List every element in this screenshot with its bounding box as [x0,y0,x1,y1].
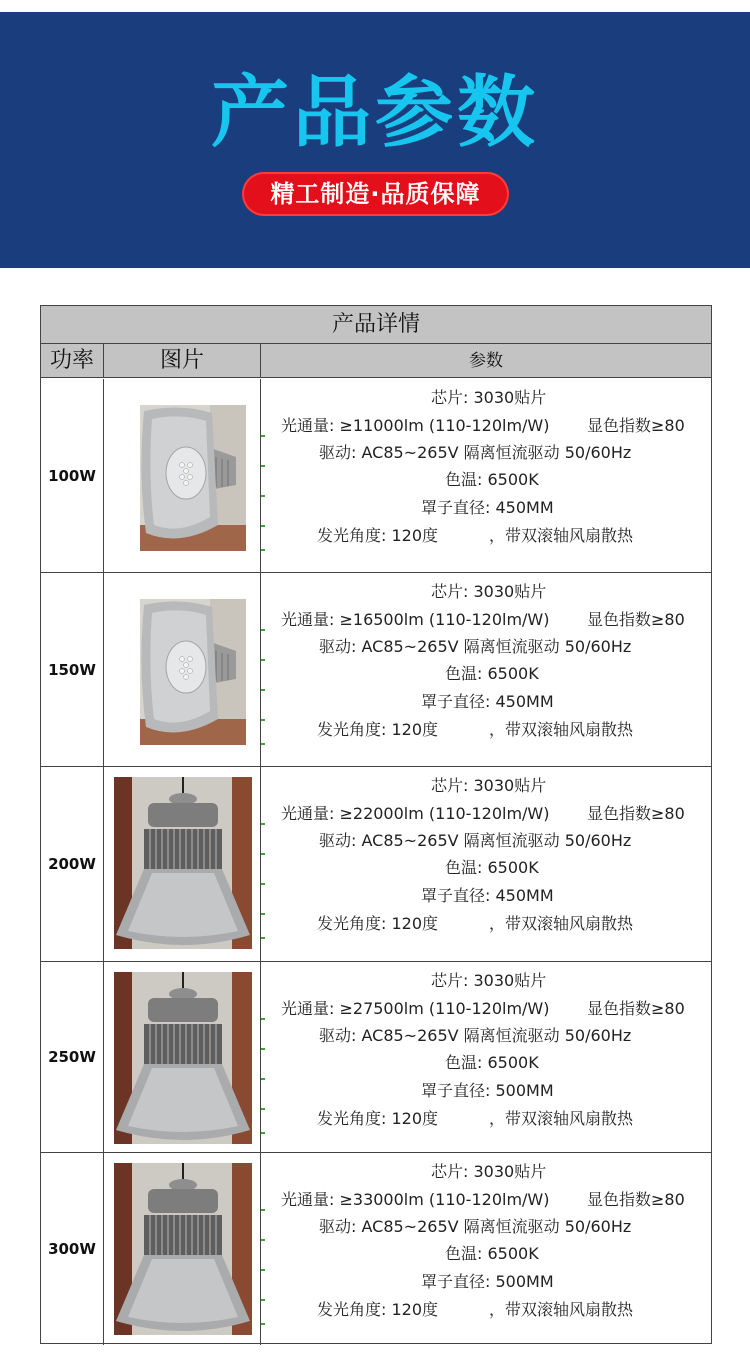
banner [0,12,750,268]
param-chip: 芯片: 3030贴片 [431,388,547,407]
param-diameter: 罩子直径: 450MM [421,692,554,711]
power-value: 300W [48,1240,96,1258]
param-angle: 发光角度: 120度 [317,1109,439,1128]
param-fan: ，带双滚轴风扇散热 [489,1109,634,1128]
green-tick-marks [261,962,265,1152]
param-flux: 光通量: ≥22000lm (110-120lm/W) [281,804,550,823]
green-tick-marks [261,573,265,766]
image-cell [104,1153,261,1345]
power-value: 250W [48,1048,96,1066]
header-params: 参数 [261,344,711,378]
param-flux: 光通量: ≥16500lm (110-120lm/W) [281,610,550,629]
param-fan: ，带双滚轴风扇散热 [489,526,634,545]
green-tick-marks [261,379,265,572]
param-fan: ，带双滚轴风扇散热 [489,720,634,739]
image-cell [104,962,261,1152]
param-fan: ，带双滚轴风扇散热 [489,914,634,933]
ufo-highbay-lamp-photo [140,599,246,745]
param-angle: 发光角度: 120度 [317,914,439,933]
header-power: 功率 [41,344,104,378]
param-cri: 显色指数≥80 [587,416,685,435]
param-cct: 色温: 6500K [445,470,539,489]
banner-subtitle-badge: 精工制造·品质保障 [242,172,509,216]
params-cell [261,767,711,961]
param-cri: 显色指数≥80 [587,804,685,823]
finned-highbay-lamp-photo [114,972,252,1144]
banner-title: 产品参数 [210,68,539,158]
param-cri: 显色指数≥80 [587,610,685,629]
power-value: 200W [48,855,96,873]
param-driver: 驱动: AC85~265V 隔离恒流驱动 50/60Hz [319,831,632,850]
power-cell [41,573,104,766]
param-diameter: 罩子直径: 500MM [421,1081,554,1100]
param-driver: 驱动: AC85~265V 隔离恒流驱动 50/60Hz [319,1217,632,1236]
param-angle: 发光角度: 120度 [317,1300,439,1319]
power-cell [41,1153,104,1345]
param-flux: 光通量: ≥27500lm (110-120lm/W) [281,999,550,1018]
param-angle: 发光角度: 120度 [317,526,439,545]
green-tick-marks [261,767,265,961]
table-row [41,379,711,573]
param-cct: 色温: 6500K [445,664,539,683]
product-table [40,305,712,1344]
param-fan: ，带双滚轴风扇散热 [489,1300,634,1319]
param-driver: 驱动: AC85~265V 隔离恒流驱动 50/60Hz [319,1026,632,1045]
finned-highbay-lamp-photo [114,1163,252,1335]
table-title: 产品详情 [41,306,711,344]
power-cell [41,767,104,961]
param-cct: 色温: 6500K [445,858,539,877]
param-cct: 色温: 6500K [445,1053,539,1072]
param-diameter: 罩子直径: 450MM [421,498,554,517]
param-chip: 芯片: 3030贴片 [431,776,547,795]
params-cell [261,962,711,1152]
params-cell [261,573,711,766]
image-cell [104,573,261,766]
ufo-highbay-lamp-photo [140,405,246,551]
param-flux: 光通量: ≥11000lm (110-120lm/W) [281,416,550,435]
param-diameter: 罩子直径: 500MM [421,1272,554,1291]
image-cell [104,767,261,961]
table-row [41,962,711,1153]
param-flux: 光通量: ≥33000lm (110-120lm/W) [281,1190,550,1209]
param-cct: 色温: 6500K [445,1244,539,1263]
power-cell [41,379,104,572]
green-tick-marks [261,1153,265,1345]
table-row [41,573,711,767]
param-driver: 驱动: AC85~265V 隔离恒流驱动 50/60Hz [319,443,632,462]
param-diameter: 罩子直径: 450MM [421,886,554,905]
power-cell [41,962,104,1152]
params-cell [261,379,711,572]
param-angle: 发光角度: 120度 [317,720,439,739]
top-strip [0,0,750,12]
power-value: 100W [48,466,96,485]
param-driver: 驱动: AC85~265V 隔离恒流驱动 50/60Hz [319,637,632,656]
header-image: 图片 [104,344,261,378]
power-value: 150W [48,660,96,679]
param-chip: 芯片: 3030贴片 [431,582,547,601]
image-cell [104,379,261,572]
param-chip: 芯片: 3030贴片 [431,1162,547,1181]
table-row [41,767,711,962]
finned-highbay-lamp-photo [114,777,252,949]
table-row [41,1153,711,1345]
param-chip: 芯片: 3030贴片 [431,971,547,990]
params-cell [261,1153,711,1345]
param-cri: 显色指数≥80 [587,1190,685,1209]
param-cri: 显色指数≥80 [587,999,685,1018]
